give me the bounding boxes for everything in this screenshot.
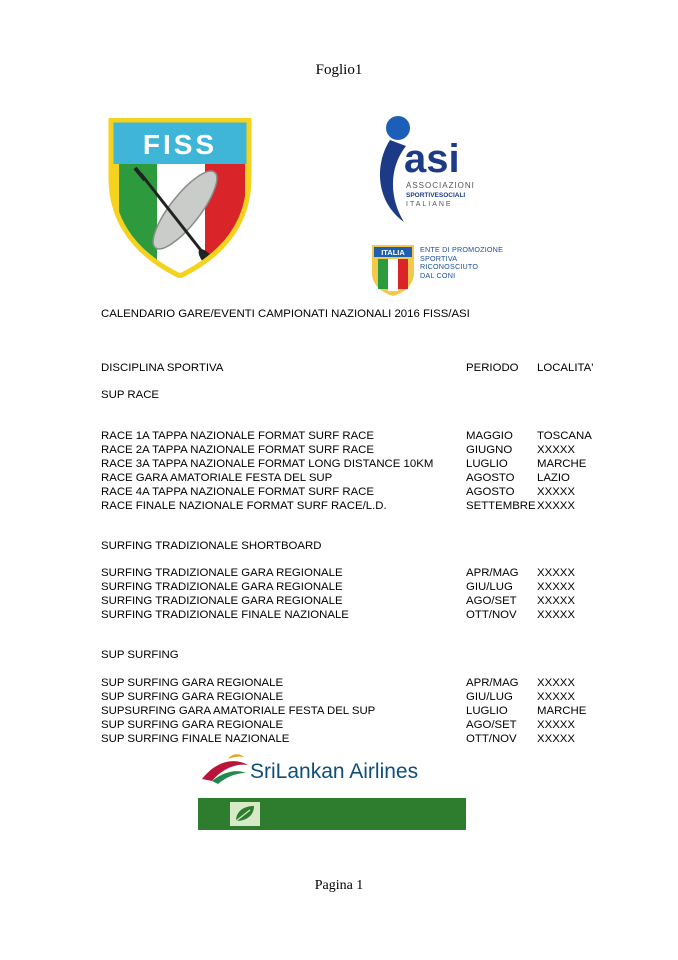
table-row-period: AGO/SET (466, 595, 517, 607)
table-row-event: RACE 1A TAPPA NAZIONALE FORMAT SURF RACE (101, 430, 375, 442)
table-row-period: SETTEMBRE (466, 500, 536, 512)
table-row-period: OTT/NOV (466, 733, 517, 745)
column-header-period: PERIODO (466, 362, 519, 374)
table-row-event: RACE FINALE NAZIONALE FORMAT SURF RACE/L.D. (101, 500, 387, 512)
column-header-discipline: DISCIPLINA SPORTIVA (101, 362, 224, 374)
table-row-event: SUP SURFING GARA REGIONALE (101, 677, 284, 689)
coni-recognition-text (420, 246, 503, 280)
table-row-location: XXXXX (537, 719, 575, 731)
page-number: Pagina 1 (314, 878, 364, 893)
table-row-location: TOSCANA (537, 430, 592, 442)
table-row-location: LAZIO (537, 472, 570, 484)
table-row-period: AGO/SET (466, 719, 517, 731)
table-row-period: GIU/LUG (466, 581, 513, 593)
table-row-period: APR/MAG (466, 567, 519, 579)
table-row-event: RACE 2A TAPPA NAZIONALE FORMAT SURF RACE (101, 444, 375, 456)
table-row-event: SURFING TRADIZIONALE GARA REGIONALE (101, 581, 343, 593)
table-row-location: XXXXX (537, 486, 575, 498)
table-row-event: SURFING TRADIZIONALE GARA REGIONALE (101, 567, 343, 579)
asi-line-2: SPORTIVESOCIALI (406, 192, 466, 199)
fiss-logo-text: FISS (142, 129, 218, 160)
table-row-period: AGOSTO (466, 472, 515, 484)
section-heading-sup-surfing: SUP SURFING (101, 649, 179, 661)
column-header-location: LOCALITA' (537, 362, 594, 374)
table-row-event: SUP SURFING GARA REGIONALE (101, 691, 284, 703)
table-row-location: XXXXX (537, 609, 575, 621)
table-row-location: MARCHE (537, 458, 587, 470)
table-row-period: MAGGIO (466, 430, 513, 442)
document-title: CALENDARIO GARE/EVENTI CAMPIONATI NAZIONALI 2016 FISS/ASI (101, 308, 470, 320)
coni-line-3: RICONOSCIUTO (420, 262, 479, 272)
table-row-location: XXXXX (537, 677, 575, 689)
table-row-location: XXXXX (537, 567, 575, 579)
section-heading-sup-race: SUP RACE (101, 389, 160, 401)
coni-line-4: DAL CONI (420, 270, 456, 280)
table-row-event: RACE 4A TAPPA NAZIONALE FORMAT SURF RACE (101, 486, 375, 498)
fiss-logo (107, 118, 253, 278)
table-row-event: SURFING TRADIZIONALE FINALE NAZIONALE (101, 609, 349, 621)
nutrilite-logo (198, 798, 594, 830)
srilankan-wordmark: SriLankan Airlines (250, 760, 419, 783)
table-row-location: XXXXX (537, 691, 575, 703)
table-row-location: XXXXX (537, 444, 575, 456)
asi-wordmark: asi (404, 137, 460, 181)
table-row-period: APR/MAG (466, 677, 519, 689)
asi-line-1: ASSOCIAZIONI (406, 181, 475, 190)
table-row-period: GIUGNO (466, 444, 513, 456)
asi-line-3: ITALIANE (406, 201, 453, 208)
table-row-location: MARCHE (537, 705, 587, 717)
table-row-event: RACE GARA AMATORIALE FESTA DEL SUP (101, 472, 333, 484)
asi-logo (368, 110, 488, 230)
table-row-period: AGOSTO (466, 486, 515, 498)
table-row-location: XXXXX (537, 733, 575, 745)
table-row-event: RACE 3A TAPPA NAZIONALE FORMAT LONG DISTANCE 10KM (101, 458, 434, 470)
coni-line-1: ENTE DI PROMOZIONE (420, 245, 504, 254)
italia-badge-text: ITALIA (381, 248, 405, 257)
nutrilite-wordmark: NUTRILITE (468, 803, 594, 823)
leaf-icon (230, 802, 260, 826)
srilankan-airlines-logo (198, 751, 473, 787)
table-row-location: XXXXX (537, 595, 575, 607)
table-row-event: SUP SURFING GARA REGIONALE (101, 719, 284, 731)
sheet-title: Foglio1 (315, 62, 363, 78)
table-row-period: GIU/LUG (466, 691, 513, 703)
table-row-period: LUGLIO (466, 458, 508, 470)
table-row-period: LUGLIO (466, 705, 508, 717)
table-row-period: OTT/NOV (466, 609, 517, 621)
table-row-location: XXXXX (537, 500, 575, 512)
table-row-event: SURFING TRADIZIONALE GARA REGIONALE (101, 595, 343, 607)
section-heading-surfing-tradizionale: SURFING TRADIZIONALE SHORTBOARD (101, 540, 322, 552)
table-row-event: SUP SURFING FINALE NAZIONALE (101, 733, 290, 745)
table-row-location: XXXXX (537, 581, 575, 593)
italia-coni-badge (370, 243, 416, 297)
coni-line-2: SPORTIVA (420, 253, 458, 263)
table-row-event: SUPSURFING GARA AMATORIALE FESTA DEL SUP (101, 705, 376, 717)
